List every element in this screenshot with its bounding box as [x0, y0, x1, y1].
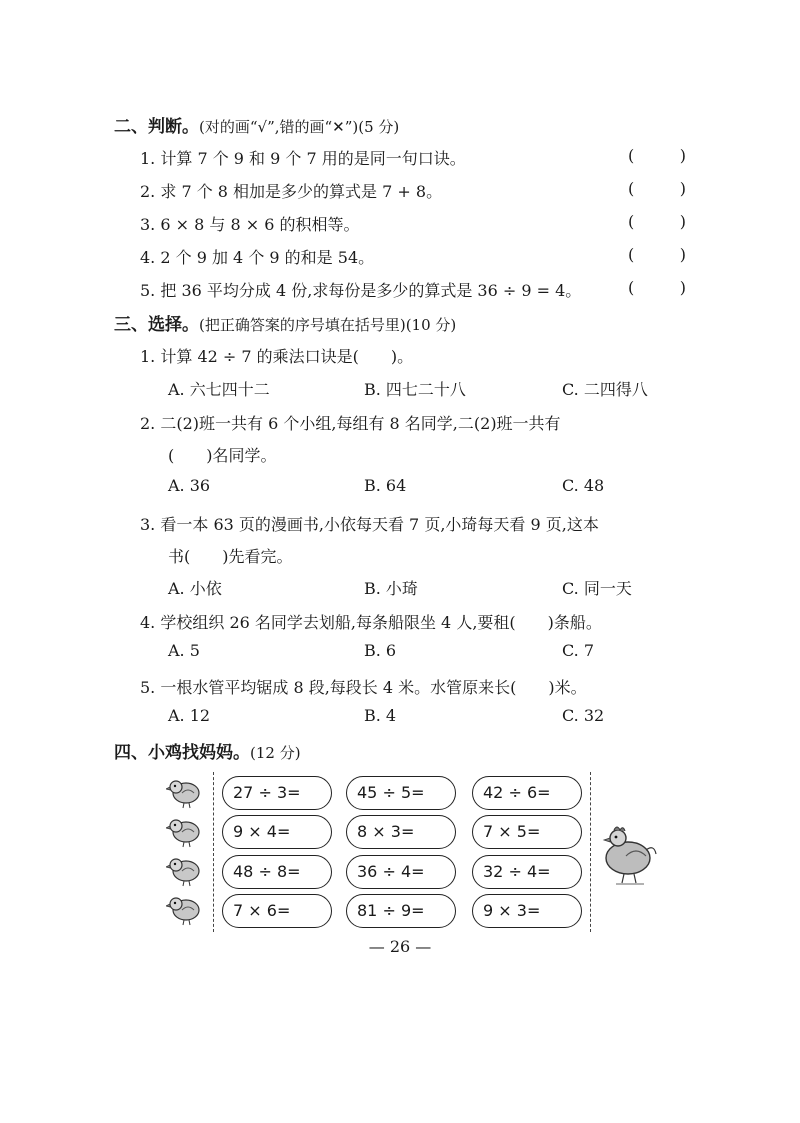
choice-q3-option-a[interactable]: A. 小依 — [168, 579, 222, 598]
choice-q2-option-c[interactable]: C. 48 — [562, 476, 605, 495]
judge-item-2: 2. 求 7 个 8 相加是多少的算式是 7 + 8。 — [140, 182, 443, 201]
equation-cloud[interactable]: 27 ÷ 3= — [222, 776, 332, 810]
page-number: — 26 — — [368, 937, 432, 956]
choice-q4-option-b[interactable]: B. 6 — [364, 641, 397, 660]
choice-q5-option-b[interactable]: B. 4 — [364, 706, 397, 725]
choice-q1-option-a[interactable]: A. 六七四十二 — [168, 380, 270, 399]
section-2-note: (对的画“√”,错的画“✕”)(5 分) — [199, 118, 400, 136]
section-4-heading: 四、小鸡找妈妈。 — [114, 743, 250, 763]
choice-q2-option-a[interactable]: A. 36 — [168, 476, 211, 495]
choice-q1-text: 1. 计算 42 ÷ 7 的乘法口诀是( )。 — [140, 347, 414, 366]
choice-q2-line1: 2. 二(2)班一共有 6 个小组,每组有 8 名同学,二(2)班一共有 — [140, 414, 561, 433]
equation-cloud[interactable]: 48 ÷ 8= — [222, 855, 332, 889]
judge-answer-4[interactable]: ( ) — [628, 245, 686, 264]
chick-icon[interactable] — [166, 816, 206, 848]
equation-cloud[interactable]: 9 × 3= — [472, 894, 582, 928]
judge-item-3: 3. 6 × 8 与 8 × 6 的积相等。 — [140, 215, 360, 234]
judge-answer-3[interactable]: ( ) — [628, 212, 686, 231]
choice-q2-option-b[interactable]: B. 64 — [364, 476, 407, 495]
right-divider — [590, 772, 591, 932]
equation-cloud[interactable]: 32 ÷ 4= — [472, 855, 582, 889]
equation-cloud[interactable]: 7 × 5= — [472, 815, 582, 849]
left-divider — [213, 772, 214, 932]
section-4-note: (12 分) — [250, 744, 301, 762]
judge-item-4: 4. 2 个 9 加 4 个 9 的和是 54。 — [140, 248, 375, 267]
equation-cloud[interactable]: 42 ÷ 6= — [472, 776, 582, 810]
choice-q1-option-b[interactable]: B. 四七二十八 — [364, 380, 466, 399]
choice-q5-option-c[interactable]: C. 32 — [562, 706, 605, 725]
equation-cloud[interactable]: 81 ÷ 9= — [346, 894, 456, 928]
choice-q4-text: 4. 学校组织 26 名同学去划船,每条船限坐 4 人,要租( )条船。 — [140, 613, 602, 632]
equation-cloud[interactable]: 7 × 6= — [222, 894, 332, 928]
section-3-heading: 三、选择。 — [114, 315, 199, 335]
equation-cloud[interactable]: 8 × 3= — [346, 815, 456, 849]
judge-item-5: 5. 把 36 平均分成 4 份,求每份是多少的算式是 36 ÷ 9 = 4。 — [140, 281, 582, 300]
choice-q4-option-a[interactable]: A. 5 — [168, 641, 200, 660]
choice-q2-line2: ( )名同学。 — [168, 446, 277, 465]
judge-item-1: 1. 计算 7 个 9 和 9 个 7 用的是同一句口诀。 — [140, 149, 466, 168]
chick-icon[interactable] — [166, 855, 206, 887]
chick-icon[interactable] — [166, 894, 206, 926]
judge-answer-5[interactable]: ( ) — [628, 278, 686, 297]
choice-q3-option-c[interactable]: C. 同一天 — [562, 579, 632, 598]
section-2-heading: 二、判断。 — [114, 117, 199, 137]
hen-icon[interactable] — [596, 820, 662, 886]
choice-q5-text: 5. 一根水管平均锯成 8 段,每段长 4 米。水管原来长( )米。 — [140, 678, 587, 697]
choice-q5-option-a[interactable]: A. 12 — [168, 706, 211, 725]
section-3-title — [114, 310, 456, 335]
judge-answer-2[interactable]: ( ) — [628, 179, 686, 198]
equation-cloud[interactable]: 36 ÷ 4= — [346, 855, 456, 889]
equation-cloud[interactable]: 45 ÷ 5= — [346, 776, 456, 810]
choice-q3-line1: 3. 看一本 63 页的漫画书,小依每天看 7 页,小琦每天看 9 页,这本 — [140, 515, 599, 534]
choice-q3-option-b[interactable]: B. 小琦 — [364, 579, 418, 598]
choice-q1-option-c[interactable]: C. 二四得八 — [562, 380, 648, 399]
chick-icon[interactable] — [166, 777, 206, 809]
section-2-title — [114, 112, 399, 137]
choice-q3-line2: 书( )先看完。 — [168, 547, 293, 566]
judge-answer-1[interactable]: ( ) — [628, 146, 686, 165]
choice-q4-option-c[interactable]: C. 7 — [562, 641, 595, 660]
equation-cloud[interactable]: 9 × 4= — [222, 815, 332, 849]
section-3-note: (把正确答案的序号填在括号里)(10 分) — [199, 316, 457, 334]
section-4-title — [114, 738, 301, 763]
